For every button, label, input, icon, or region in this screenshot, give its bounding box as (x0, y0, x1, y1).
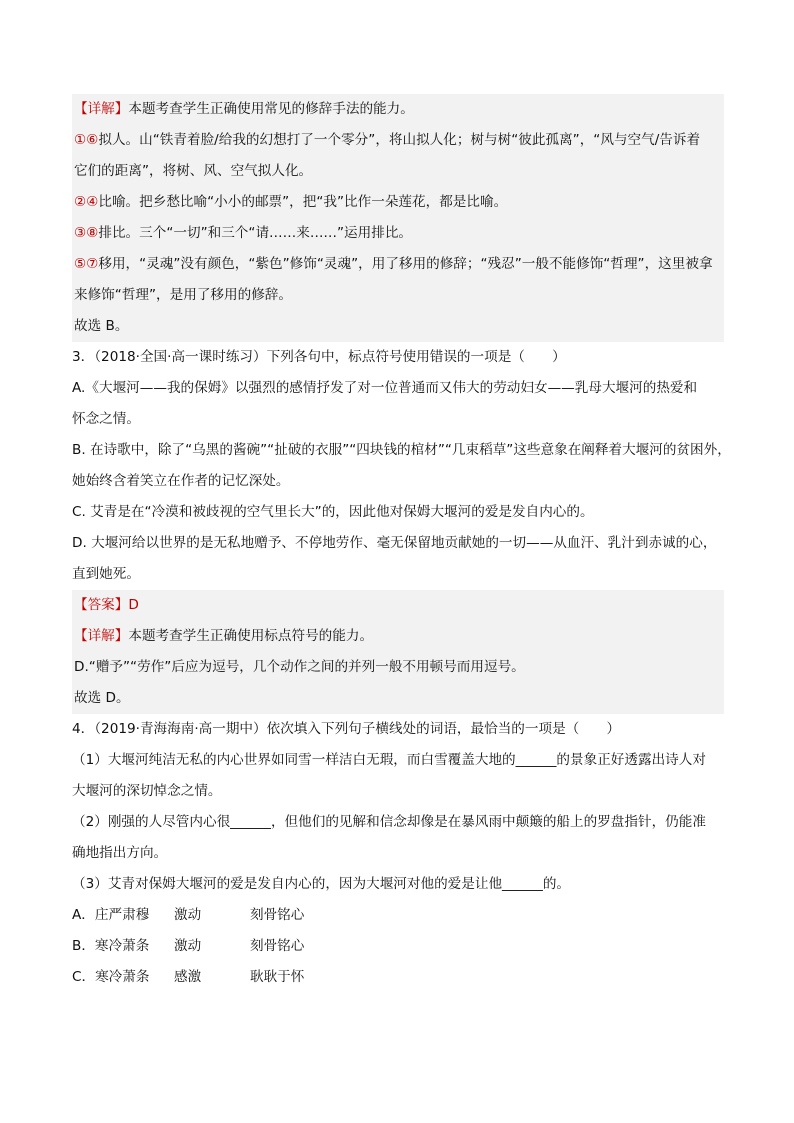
conclusion-line: 故选 B。 (74, 318, 129, 334)
question-stem: 依次填入下列句子横线处的词语，最恰当的一项是（ ） (266, 721, 621, 737)
question-4-stem (72, 714, 724, 745)
question-source: （2018·全国·高一课时练习） (94, 349, 267, 365)
option-d: D. 大堰河给以世界的是无私地赠予、不停地劳作、毫无保留地贡献她的一切——从血汗、乳汁到赤诚的心， (72, 535, 717, 551)
question-stem: 下列各句中，标点符号使用错误的一项是（ ） (266, 349, 566, 365)
explain-line-4b (72, 280, 724, 311)
question-number: 4． (72, 721, 95, 737)
answer-line (72, 590, 724, 621)
option-word-3: 刻骨铭心 (250, 938, 305, 954)
explain-line: D.“赠予”“劳作”后应为逗号，几个动作之间的并列一般不用顿号而用逗号。 (74, 659, 525, 675)
option-label: B．寒冷萧条 (72, 938, 150, 954)
detail-line (72, 621, 724, 652)
detail-text: 本题考查学生正确使用常见的修辞手法的能力。 (128, 101, 414, 117)
explain-line-1b (72, 156, 724, 187)
document-page (72, 94, 731, 993)
explain-text: 来修饰“哲理”，是用了移用的修辞。 (74, 287, 292, 303)
option-b: B. 在诗歌中，除了“乌黑的酱碗”“扯破的衣服”“四块钱的棺材”“几束稻草”这些意象在阐释着大堰河的贫困外， (72, 442, 731, 458)
question-4 (72, 714, 724, 993)
conclusion-line: 故选 D。 (74, 690, 130, 706)
option-b-cont: 她始终含着笑立在作者的记忆深处。 (72, 473, 290, 489)
option-a: A.《大堰河——我的保姆》以强烈的感情抒发了对一位普通而又伟大的劳动妇女——乳母大堰河的热爱和 (72, 380, 698, 396)
option-word-3: 刻骨铭心 (250, 907, 305, 923)
sentence-1-cont: 大堰河的深切悼念之情。 (72, 783, 222, 799)
circled-numbers: ⑤⑦ (74, 256, 99, 272)
circled-numbers: ③⑧ (74, 225, 99, 241)
option-word-2: 激动 (174, 938, 202, 954)
option-word-3: 耿耿于怀 (250, 969, 305, 985)
option-label: A．庄严肃穆 (72, 907, 150, 923)
explain-line-1 (72, 125, 724, 156)
option-a (72, 900, 724, 931)
sentence-2: （2）刚强的人尽管内心很______，但他们的见解和信念却像是在暴风雨中颠簸的船上的罗盘指针，仍能准 (72, 814, 706, 830)
explain-line-2 (72, 187, 724, 218)
explain-text: 排比。三个“一切”和三个“请……来……”运用排比。 (98, 225, 413, 241)
sentence-2-cont: 确地指出方向。 (72, 845, 168, 861)
option-c (72, 962, 724, 993)
option-d-cont: 直到她死。 (72, 566, 140, 582)
circled-numbers: ②④ (74, 194, 99, 210)
q3-answer-block (72, 590, 724, 714)
question-number: 3． (72, 349, 95, 365)
explain-line-4 (72, 249, 724, 280)
explain-text: 拟人。山“铁青着脸/给我的幻想打了一个零分”，将山拟人化；树与树“彼此孤离”，“风与空气/告诉着 (98, 132, 701, 148)
circled-numbers: ①⑥ (74, 132, 99, 148)
detail-tag: 【详解】 (74, 628, 129, 644)
option-word-2: 感激 (174, 969, 202, 985)
option-label: C．寒冷萧条 (72, 969, 150, 985)
question-3 (72, 342, 731, 590)
question-3-stem (72, 342, 724, 373)
q2-explanation-block (72, 94, 724, 342)
answer-tag: 【答案】 (74, 597, 129, 613)
detail-tag: 【详解】 (74, 101, 129, 117)
explain-text: 比喻。把乡愁比喻“小小的邮票”，把“我”比作一朵莲花，都是比喻。 (98, 194, 508, 210)
detail-line (72, 94, 724, 125)
option-a-cont: 怀念之情。 (72, 411, 140, 427)
option-c: C. 艾青是在“冷漠和被歧视的空气里长大”的，因此他对保姆大堰河的爱是发自内心的。 (72, 504, 594, 520)
option-b (72, 931, 724, 962)
sentence-3: （3）艾青对保姆大堰河的爱是发自内心的，因为大堰河对他的爱是让他______的。 (72, 876, 571, 892)
explain-text: 移用，“灵魂”没有颜色，“紫色”修饰“灵魂”，用了移用的修辞；“残忍”一般不能修饰“哲理”，这里被拿 (98, 256, 713, 272)
answer-value: D (128, 597, 139, 613)
sentence-1: （1）大堰河纯洁无私的内心世界如同雪一样洁白无瑕，而白雪覆盖大地的______的景象正好透露出诗人对 (72, 752, 706, 768)
explain-line-3 (72, 218, 724, 249)
explain-text: 它们的距离”，将树、风、空气拟人化。 (74, 163, 313, 179)
detail-text: 本题考查学生正确使用标点符号的能力。 (128, 628, 374, 644)
option-word-2: 激动 (174, 907, 202, 923)
question-source: （2019·青海海南·高一期中） (94, 721, 267, 737)
